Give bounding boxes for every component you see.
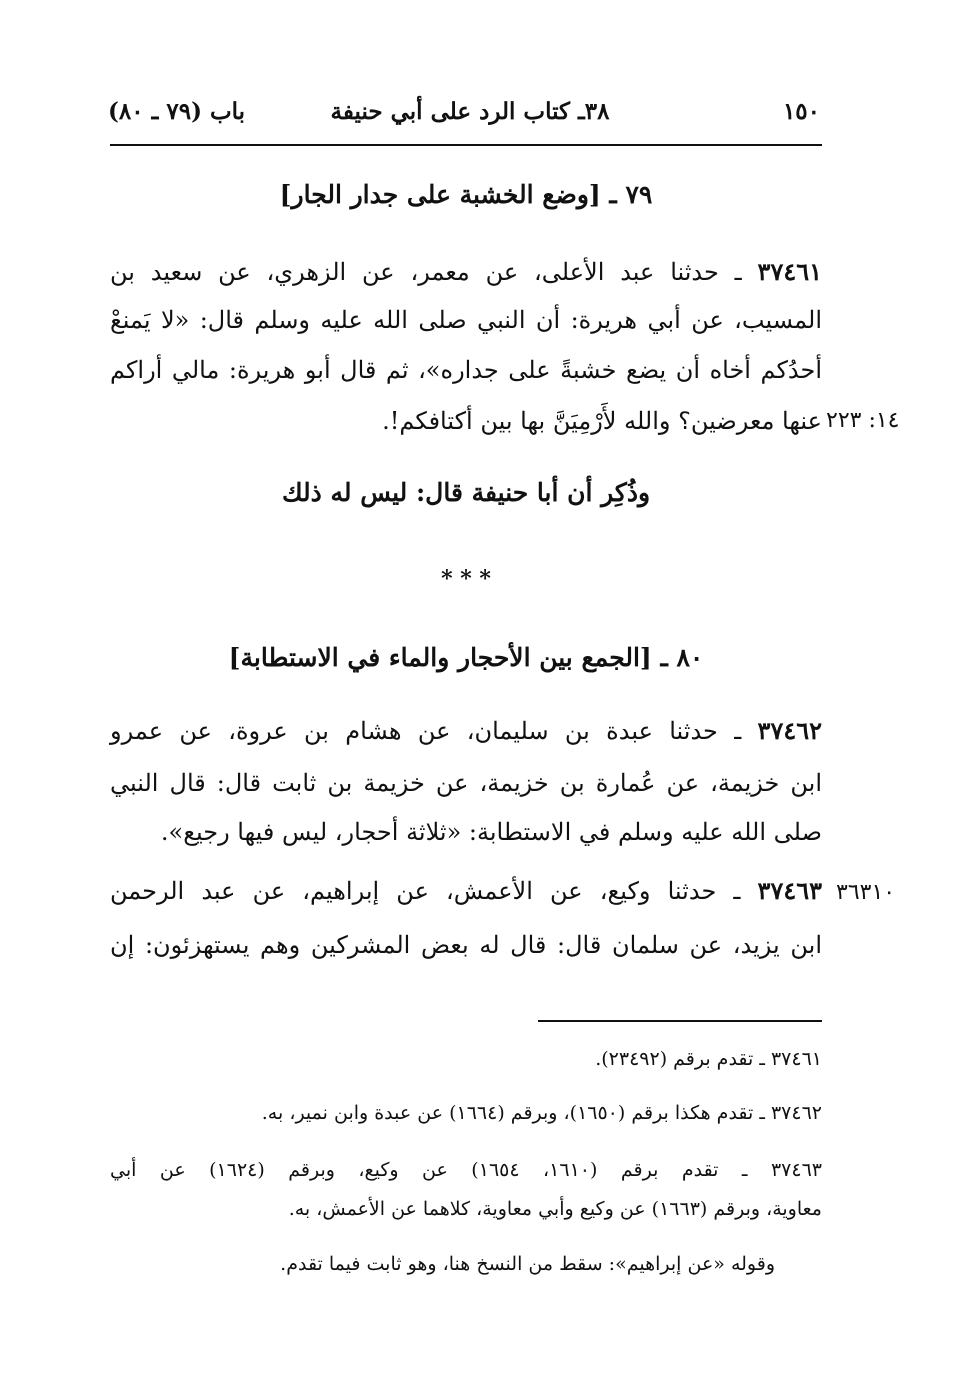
- section-79-conclusion: وذُكِر أن أبا حنيفة قال: ليس له ذلك: [281, 478, 651, 507]
- hadith-text: ـ حدثنا وكيع، عن الأعمش، عن إبراهيم، عن عبد الرحمن: [110, 877, 758, 905]
- hadith-text: ـ حدثنا عبد الأعلى، عن معمر، عن الزهري، عن سعيد بن: [110, 258, 758, 286]
- hadith-37461-line-4: عنها معرضين؟ والله لأَرْمِيَنَّ بها بين أكتافكم!.: [382, 407, 822, 435]
- hadith-37463-line-2: ابن يزيد، عن سلمان قال: قال له بعض المشركين وهم يستهزئون: إن: [110, 931, 822, 959]
- header-rule: [110, 144, 822, 146]
- hadith-37462-line-3: صلى الله عليه وسلم في الاستطابة: «ثلاثة أحجار، ليس فيها رجيع».: [160, 818, 822, 846]
- footnote-rule: [538, 1020, 822, 1022]
- hadith-37463-line-1: [110, 871, 822, 915]
- hadith-number: ٣٧٤٦٢: [757, 716, 822, 745]
- footnote-3-line-2: معاوية، وبرقم (١٦٦٣) عن وكيع وأبي معاوية، كلاهما عن الأعمش، به.: [288, 1198, 822, 1220]
- hadith-37461-line-3: أحدُكم أخاه أن يضع خشبةً على جداره»، ثم قال أبو هريرة: مالي أراكم: [110, 356, 822, 384]
- margin-reference: ٣٦٣١٠: [836, 880, 896, 905]
- footnote-3-line-1: ٣٧٤٦٣ ـ تقدم برقم (١٦١٠، ١٦٥٤) عن وكيع، وبرقم (١٦٢٤) عن أبي: [110, 1159, 822, 1181]
- footnote-1: ٣٧٤٦١ ـ تقدم برقم (٢٣٤٩٢).: [595, 1048, 822, 1070]
- hadith-37462-line-2: ابن خزيمة، عن عُمارة بن خزيمة، عن خزيمة بن ثابت قال: قال النبي: [110, 769, 822, 797]
- hadith-37462-line-1: [110, 711, 822, 755]
- hadith-number: ٣٧٤٦٣: [757, 876, 822, 905]
- footnote-4: وقوله «عن إبراهيم»: سقط من النسخ هنا، وهو ثابت فيما تقدم.: [280, 1253, 775, 1275]
- section-79-title: ٧٩ ـ [وضع الخشبة على جدار الجار]: [279, 180, 653, 209]
- bab-range: باب (٧٩ ـ ٨٠): [108, 98, 246, 125]
- book-title: ٣٨ـ كتاب الرد على أبي حنيفة: [330, 98, 610, 125]
- page-number: ١٥٠: [782, 98, 820, 125]
- hadith-37461-line-2: المسيب، عن أبي هريرة: أن النبي صلى الله عليه وسلم قال: «لا يَمنعْ: [110, 306, 822, 334]
- hadith-text: ـ حدثنا عبدة بن سليمان، عن هشام بن عروة، عن عمرو: [110, 717, 758, 745]
- hadith-number: ٣٧٤٦١: [757, 257, 822, 286]
- section-80-title: ٨٠ ـ [الجمع بين الأحجار والماء في الاستطابة]: [228, 643, 704, 672]
- footnote-2: ٣٧٤٦٢ ـ تقدم هكذا برقم (١٦٥٠)، وبرقم (١٦٦٤) عن عبدة وابن نمير، به.: [261, 1102, 822, 1124]
- section-separator: * * *: [441, 566, 491, 592]
- margin-reference: ١٤: ٢٢٣: [826, 408, 900, 433]
- hadith-37461-line-1: [110, 252, 822, 296]
